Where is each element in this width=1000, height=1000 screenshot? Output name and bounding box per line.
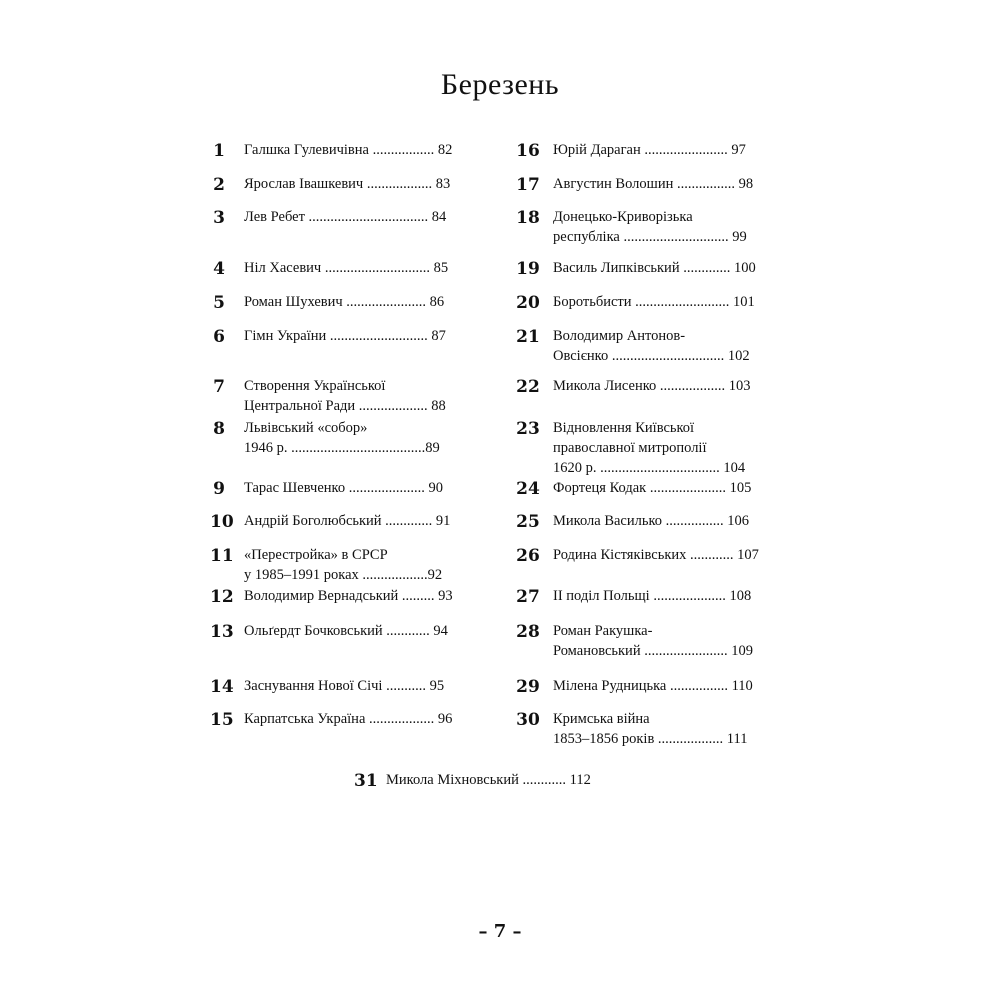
entry-line: «Перестройка» в СРСР xyxy=(244,547,388,563)
toc-entry xyxy=(516,621,769,661)
toc-entry xyxy=(210,676,470,697)
entry-number: 25 xyxy=(516,512,540,532)
entry-number: 20 xyxy=(516,293,540,313)
entry-number: 14 xyxy=(210,677,234,697)
entry-line: Відновлення Київської xyxy=(553,420,695,436)
toc-entry xyxy=(213,326,470,347)
entry-number: 6 xyxy=(213,327,225,347)
toc-entry xyxy=(354,770,616,791)
entry-number: 24 xyxy=(516,479,540,499)
toc-entry xyxy=(516,478,769,499)
toc-entry xyxy=(516,511,769,532)
entry-number: 7 xyxy=(213,377,225,397)
entry-number: 8 xyxy=(213,419,225,439)
entry-line: Володимир Антонов- xyxy=(553,328,686,344)
entry-number: 9 xyxy=(213,479,225,499)
entry-line: Юрій Дараган ....................... 97 xyxy=(553,142,746,158)
entry-number: 19 xyxy=(516,259,540,279)
entry-line: Микола Міхновський ............ 112 xyxy=(386,772,591,788)
toc-entry xyxy=(213,418,470,458)
entry-line: православної митрополії xyxy=(553,440,707,456)
entry-line: Тарас Шевченко ..................... 90 xyxy=(244,480,443,496)
entry-line: Львівський «собор» xyxy=(244,420,368,436)
entry-line: Заснування Нової Січі ........... 95 xyxy=(244,678,445,694)
toc-entry xyxy=(213,140,470,161)
entry-line: Центральної Ради ................... 88 xyxy=(244,398,446,414)
toc-entry xyxy=(516,709,769,749)
toc-entry xyxy=(516,376,769,397)
entry-line: Лев Ребет ................................. 84 xyxy=(244,209,447,225)
entry-number: 27 xyxy=(516,587,540,607)
toc-entry xyxy=(516,676,769,697)
entry-line: у 1985–1991 роках ..................92 xyxy=(244,567,443,583)
entry-line: Василь Липківський ............. 100 xyxy=(553,260,756,276)
entry-number: 18 xyxy=(516,208,540,228)
entry-number: 2 xyxy=(213,175,225,195)
entry-number: 22 xyxy=(516,377,540,397)
toc-entry xyxy=(210,511,470,532)
toc-entry xyxy=(213,207,470,228)
entry-number: 4 xyxy=(213,259,225,279)
toc-entry xyxy=(210,545,470,585)
entry-line: Ярослав Івашкевич .................. 83 xyxy=(244,176,451,192)
toc-entry xyxy=(516,545,769,566)
entry-line: Створення Української xyxy=(244,378,386,394)
toc-entry xyxy=(516,140,769,161)
entry-number: 28 xyxy=(516,622,540,642)
toc-entry xyxy=(210,709,470,730)
entry-line: республіка ............................. 99 xyxy=(553,229,747,245)
entry-number: 5 xyxy=(213,293,225,313)
entry-number: 3 xyxy=(213,208,225,228)
entry-line: 1853–1856 років .................. 111 xyxy=(553,731,748,747)
entry-line: Микола Лисенко .................. 103 xyxy=(553,378,751,394)
entry-line: Ольґердт Бочковський ............ 94 xyxy=(244,623,448,639)
entry-number: 29 xyxy=(516,677,540,697)
toc-entry xyxy=(213,174,470,195)
toc-entry xyxy=(516,174,769,195)
page-title: Березень xyxy=(440,68,560,101)
entry-line: Донецько-Криворізька xyxy=(553,209,693,225)
entry-line: Микола Василько ................ 106 xyxy=(553,513,750,529)
entry-line: Романовський ....................... 109 xyxy=(553,643,753,659)
entry-number: 15 xyxy=(210,710,234,730)
entry-line: Андрій Боголюбський ............. 91 xyxy=(244,513,451,529)
entry-line: Роман Ракушка- xyxy=(553,623,653,639)
entry-number: 10 xyxy=(210,512,234,532)
entry-number: 30 xyxy=(516,710,540,730)
entry-line: Мілена Рудницька ................ 110 xyxy=(553,678,753,694)
toc-entry xyxy=(210,621,470,642)
entry-line: Боротьбисти .......................... 101 xyxy=(553,294,755,310)
entry-line: Гімн України ........................... 87 xyxy=(244,328,446,344)
entry-line: Фортеця Кодак ..................... 105 xyxy=(553,480,752,496)
entry-line: Карпатська Україна .................. 96 xyxy=(244,711,453,727)
entry-line: Роман Шухевич ...................... 86 xyxy=(244,294,445,310)
toc-entry xyxy=(213,478,470,499)
toc-entry xyxy=(516,418,769,478)
entry-line: 1946 р. .....................................89 xyxy=(244,440,440,456)
entry-number: 31 xyxy=(354,771,378,791)
toc-entry xyxy=(516,326,769,366)
entry-number: 21 xyxy=(516,327,540,347)
toc-entry xyxy=(516,258,769,279)
toc-entry xyxy=(213,292,470,313)
toc-entry xyxy=(213,258,470,279)
entry-number: 12 xyxy=(210,587,234,607)
toc-entry xyxy=(210,586,470,607)
entry-number: 1 xyxy=(213,141,225,161)
entry-number: 26 xyxy=(516,546,540,566)
entry-line: Володимир Вернадський ......... 93 xyxy=(244,588,453,604)
entry-line: Овсієнко ............................... 102 xyxy=(553,348,750,364)
entry-line: Августин Волошин ................ 98 xyxy=(553,176,754,192)
entry-number: 13 xyxy=(210,622,234,642)
entry-number: 17 xyxy=(516,175,540,195)
toc-entry xyxy=(516,586,769,607)
entry-number: 16 xyxy=(516,141,540,161)
entry-line: Ніл Хасевич ............................. 85 xyxy=(244,260,449,276)
entry-line: ІІ поділ Польщі .................... 108 xyxy=(553,588,752,604)
toc-entry xyxy=(213,376,470,416)
entry-number: 11 xyxy=(210,546,234,566)
entry-line: Кримська війна xyxy=(553,711,650,727)
entry-line: Галшка Гулевичівна ................. 82 xyxy=(244,142,453,158)
entry-line: Родина Кістяківських ............ 107 xyxy=(553,547,759,563)
page-number: – 7 – xyxy=(478,921,522,942)
toc-entry xyxy=(516,207,769,247)
toc-entry xyxy=(516,292,769,313)
entry-line: 1620 р. ................................. 104 xyxy=(553,460,746,476)
entry-number: 23 xyxy=(516,419,540,439)
